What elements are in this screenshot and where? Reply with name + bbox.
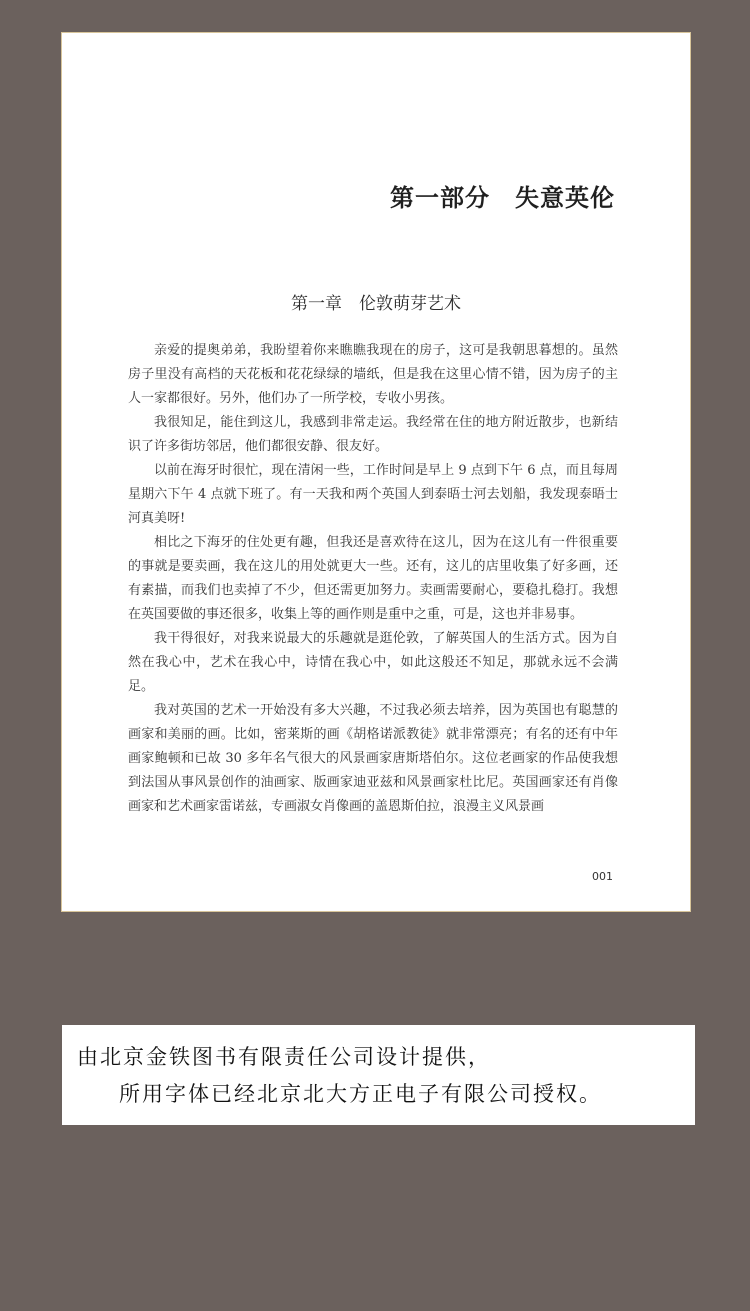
book-page bbox=[61, 32, 691, 912]
credit-box bbox=[62, 1025, 695, 1125]
paragraph: 我对英国的艺术一开始没有多大兴趣，不过我必须去培养，因为英国也有聪慧的画家和美丽的画。比如，密莱斯的画《胡格诺派教徒》就非常漂亮；有名的还有中年画家鲍顿和已故 30 多年名气很大的风景画家唐斯塔伯尔。这位老画家的作品使我想到法国从事风景创作的油画家、版画家迪亚兹和风景画家杜比尼。英国画家还有肖像画家和艺术画家雷诺兹，专画淑女肖像画的盖恩斯伯拉，浪漫主义风景画 bbox=[128, 703, 618, 814]
page-number: 001 bbox=[592, 870, 613, 883]
credit-line-2: 所用字体已经北京北大方正电子有限公司授权。 bbox=[119, 1082, 602, 1106]
chapter-title: 第一章 伦敦萌芽艺术 bbox=[291, 294, 461, 314]
paragraph: 亲爱的提奥弟弟，我盼望着你来瞧瞧我现在的房子，这可是我朝思暮想的。虽然房子里没有高档的天花板和花花绿绿的墙纸，但是我在这里心情不错，因为房子的主人一家都很好。另外，他们办了一所学校，专收小男孩。 bbox=[128, 343, 618, 406]
paragraph: 相比之下海牙的住处更有趣，但我还是喜欢待在这儿，因为在这儿有一件很重要的事就是要卖画，我在这儿的用处就更大一些。还有，这儿的店里收集了好多画，还有素描，而我们也卖掉了不少，但还需更加努力。卖画需要耐心，要稳扎稳打。我想在英国要做的事还很多，收集上等的画作则是重中之重，可是，这也并非易事。 bbox=[128, 535, 618, 622]
credit-line-1: 由北京金铁图书有限责任公司设计提供， bbox=[77, 1045, 491, 1069]
paragraph: 以前在海牙时很忙，现在清闲一些，工作时间是早上 9 点到下午 6 点，而且每周星期六下午 4 点就下班了。有一天我和两个英国人到泰晤士河去划船，我发现泰晤士河真美呀! bbox=[128, 463, 618, 526]
part-title: 第一部分 失意英伦 bbox=[390, 183, 615, 212]
paragraph: 我很知足，能住到这儿，我感到非常走运。我经常在住的地方附近散步，也新结识了许多街坊邻居，他们都很安静、很友好。 bbox=[128, 415, 618, 454]
paragraph: 我干得很好，对我来说最大的乐趣就是逛伦敦，了解英国人的生活方式。因为自然在我心中，艺术在我心中，诗情在我心中，如此这般还不知足，那就永远不会满足。 bbox=[128, 631, 618, 694]
body-text bbox=[128, 339, 618, 819]
